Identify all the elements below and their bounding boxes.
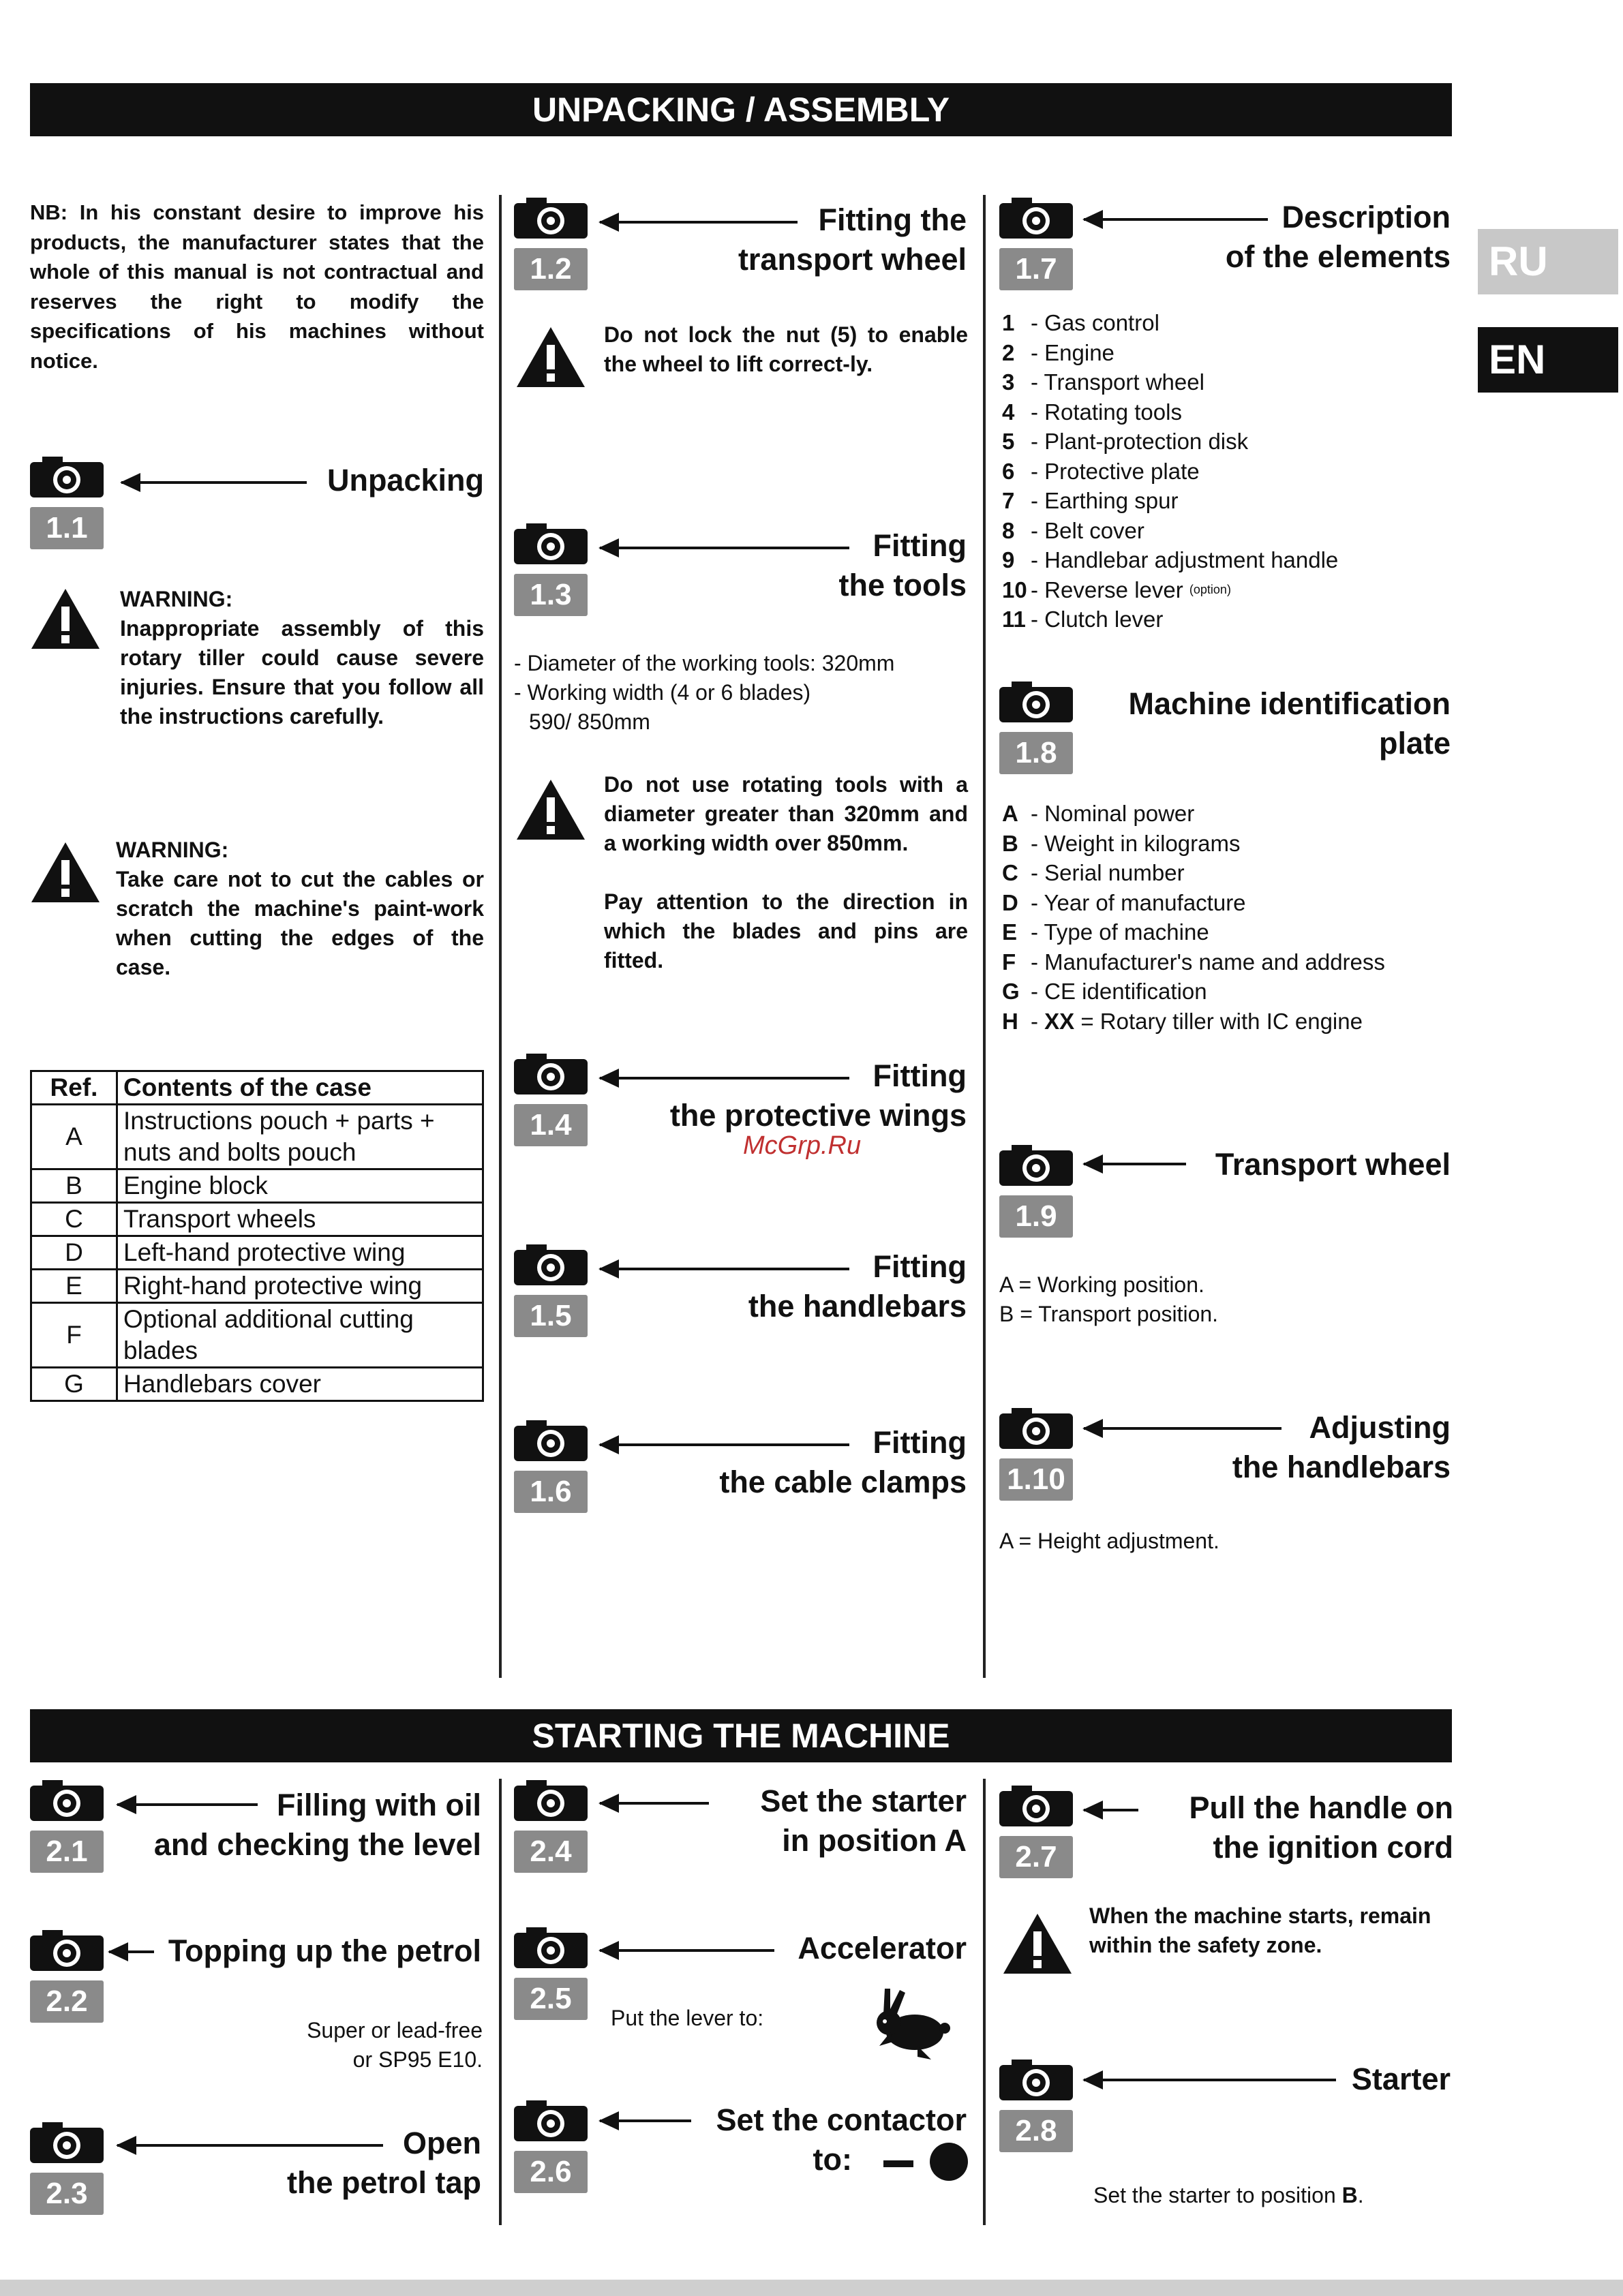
list-item — [1002, 397, 1452, 427]
table-cell-text: Instructions pouch + parts + nuts and bolts pouch — [117, 1105, 483, 1169]
list-text: - Serial number — [1031, 860, 1185, 885]
camera-icon — [30, 1780, 104, 1821]
note-text: Put the lever to: — [611, 2006, 764, 2030]
step-title: the handlebars — [1232, 1450, 1451, 1484]
table-cell-text: Optional additional cutting blades — [117, 1303, 483, 1368]
step-title: the handlebars — [748, 1289, 967, 1323]
column-divider — [983, 195, 986, 1678]
list-item — [1002, 917, 1452, 947]
list-text: - CE identification — [1031, 979, 1207, 1004]
note-text: B = Transport position. — [999, 1302, 1219, 1326]
list-key: H — [1002, 1008, 1018, 1034]
step-title: Set the starter — [760, 1784, 967, 1818]
warning-text: Inappropriate assembly of this rotary tiller could cause severe injuries. Ensure that you follow all the instructions carefully. — [120, 616, 484, 729]
camera-icon — [514, 1420, 588, 1461]
step-number-badge: 2.2 — [30, 1980, 104, 2023]
list-item — [1002, 308, 1452, 338]
page-footer-bar — [0, 2280, 1623, 2296]
list-item — [1002, 799, 1452, 829]
table-cell-text: Transport wheels — [117, 1203, 483, 1236]
list-item — [1002, 367, 1452, 397]
note-text-part: . — [1357, 2183, 1364, 2207]
section-title: UNPACKING / ASSEMBLY — [532, 91, 950, 129]
camera-icon — [514, 1244, 588, 1285]
step-title: in position A — [782, 1823, 967, 1858]
warning-icon — [30, 841, 101, 905]
nb-note: NB: In his constant desire to improve his products, the manufacturer states that the whole of this manual is not contractual and reserves the right to modify the specifications of his machines without notice. — [30, 200, 484, 373]
list-key: D — [1002, 889, 1018, 915]
list-item — [1002, 427, 1452, 457]
step-title: the cable clamps — [719, 1465, 967, 1499]
table-cell-ref: B — [31, 1169, 117, 1203]
list-item — [1002, 486, 1452, 516]
step-title: Transport wheel — [1215, 1147, 1451, 1182]
table-cell-ref: D — [31, 1236, 117, 1270]
list-item — [1002, 604, 1452, 634]
list-key: 3 — [1002, 369, 1015, 395]
step-number-badge: 1.2 — [514, 248, 588, 290]
list-text-bold: XX — [1044, 1008, 1075, 1034]
camera-icon — [999, 682, 1073, 722]
tools-spec-line: - Working width (4 or 6 blades) — [514, 680, 811, 705]
table-row — [31, 1368, 483, 1401]
note-text-part: Set the starter to position — [1093, 2183, 1342, 2207]
language-tab-ru[interactable] — [1478, 229, 1618, 294]
list-item — [1002, 947, 1452, 977]
warning-text: When the machine starts, remain within the safety zone. — [1089, 1903, 1431, 1957]
table-cell-ref: G — [31, 1368, 117, 1401]
table-row — [31, 1105, 483, 1169]
table-cell-ref: A — [31, 1105, 117, 1169]
list-item — [1002, 1007, 1452, 1037]
warning-text: Do not lock the nut (5) to enable the wheel to lift correct-ly. — [604, 322, 968, 376]
warning-text: Take care not to cut the cables or scratch the machine's paint-work when cutting the edges of the case. — [116, 867, 484, 979]
step-number-badge: 2.8 — [999, 2110, 1073, 2152]
camera-icon — [999, 1408, 1073, 1449]
table-row — [31, 1270, 483, 1303]
step-number-badge: 1.7 — [999, 248, 1073, 290]
step-number-badge: 2.7 — [999, 1836, 1073, 1878]
list-key: 10 — [1002, 577, 1027, 602]
step-number-badge: 2.5 — [514, 1978, 588, 2020]
table-row — [31, 1203, 483, 1236]
camera-icon — [30, 2122, 104, 2163]
step-title: transport wheel — [738, 242, 967, 277]
step-number-badge: 1.8 — [999, 732, 1073, 774]
step-number-badge: 2.4 — [514, 1831, 588, 1873]
table-cell-ref: C — [31, 1203, 117, 1236]
list-item — [1002, 575, 1452, 605]
camera-icon — [514, 1927, 588, 1968]
step-number-badge: 2.6 — [514, 2151, 588, 2193]
list-key: G — [1002, 979, 1020, 1004]
table-header-ref: Ref. — [31, 1071, 117, 1105]
list-text: - Manufacturer's name and address — [1031, 949, 1385, 975]
list-key: 5 — [1002, 429, 1015, 454]
camera-icon — [514, 2100, 588, 2141]
camera-icon — [30, 457, 104, 498]
list-item — [1002, 977, 1452, 1007]
list-text: - Engine — [1031, 339, 1114, 365]
identification-plate-list — [1002, 799, 1452, 1036]
list-key: B — [1002, 830, 1018, 856]
table-cell-text: Engine block — [117, 1169, 483, 1203]
table-cell-ref: E — [31, 1270, 117, 1303]
note-text: or SP95 E10. — [352, 2047, 483, 2072]
warning-label: WARNING: — [116, 838, 229, 862]
step-title: Fitting — [873, 1058, 967, 1093]
step-number-badge: 1.9 — [999, 1195, 1073, 1238]
step-title: Set the contactor — [716, 2102, 967, 2137]
step-title: Starter — [1351, 2062, 1451, 2096]
list-text: - Type of machine — [1031, 919, 1209, 945]
table-cell-text: Left-hand protective wing — [117, 1236, 483, 1270]
note-text: A = Height adjustment. — [999, 1529, 1219, 1553]
list-text: = Rotary tiller with IC engine — [1074, 1008, 1363, 1034]
list-text: - Transport wheel — [1031, 369, 1204, 395]
language-tab-en[interactable] — [1478, 327, 1618, 393]
step-number-badge: 1.10 — [999, 1458, 1073, 1501]
step-title: the petrol tap — [286, 2165, 481, 2200]
note-text-bold: B — [1341, 2183, 1358, 2207]
list-key: 11 — [1002, 607, 1026, 632]
list-item — [1002, 888, 1452, 918]
list-item — [1002, 858, 1452, 888]
step-title: Fitting — [873, 1425, 967, 1460]
step-title: plate — [1378, 726, 1451, 761]
step-title: Machine identification — [1128, 686, 1451, 721]
step-title: the protective wings — [669, 1098, 967, 1133]
step-title: Open — [402, 2126, 481, 2160]
table-row — [31, 1169, 483, 1203]
step-number-badge: 1.4 — [514, 1104, 588, 1146]
list-item — [1002, 545, 1452, 575]
section-title: STARTING THE MACHINE — [532, 1717, 950, 1755]
list-text: - Rotating tools — [1031, 399, 1182, 425]
step-title: the ignition cord — [1213, 1830, 1453, 1865]
step-title: Description — [1281, 200, 1451, 234]
list-item — [1002, 457, 1452, 487]
table-cell-text: Handlebars cover — [117, 1368, 483, 1401]
list-text: - Clutch lever — [1031, 607, 1164, 632]
step-title: Unpacking — [327, 463, 484, 498]
list-text: - Weight in kilograms — [1031, 830, 1241, 856]
step-title: Topping up the petrol — [168, 1933, 481, 1968]
list-text: - Nominal power — [1031, 801, 1195, 826]
section-banner-starting — [30, 1709, 1452, 1762]
list-key: 4 — [1002, 399, 1015, 425]
list-text: - Plant-protection disk — [1031, 429, 1249, 454]
list-key: E — [1002, 919, 1018, 945]
step-number-badge: 2.1 — [30, 1831, 104, 1873]
warning-icon — [515, 326, 586, 390]
tools-spec-line: - Diameter of the working tools: 320mm — [514, 651, 895, 675]
list-text: - Gas control — [1031, 310, 1159, 335]
list-key: F — [1002, 949, 1016, 975]
camera-icon — [514, 198, 588, 239]
list-text: - Year of manufacture — [1031, 889, 1246, 915]
list-key: 1 — [1002, 310, 1015, 335]
watermark: McGrp.Ru — [743, 1131, 862, 1160]
list-text: - Protective plate — [1031, 458, 1200, 484]
tools-spec-line: 590/ 850mm — [529, 709, 650, 734]
camera-icon — [999, 1786, 1073, 1826]
step-title: Adjusting — [1309, 1410, 1451, 1445]
list-text: - — [1031, 1008, 1045, 1034]
camera-icon — [999, 198, 1073, 239]
language-label: EN — [1489, 337, 1546, 382]
list-key: 8 — [1002, 517, 1015, 543]
step-title: Fitting — [873, 1249, 967, 1284]
note-text: Super or lead-free — [307, 2018, 483, 2042]
column-divider — [499, 195, 502, 1678]
table-row — [31, 1303, 483, 1368]
camera-icon — [999, 2060, 1073, 2100]
step-number-badge: 1.1 — [30, 507, 104, 549]
camera-icon — [514, 523, 588, 564]
list-text: - Handlebar adjustment handle — [1031, 547, 1339, 572]
section-banner-unpacking — [30, 83, 1452, 136]
list-item — [1002, 829, 1452, 859]
list-text: - Earthing spur — [1031, 488, 1179, 513]
note-text: A = Working position. — [999, 1272, 1204, 1297]
warning-icon — [1002, 1912, 1073, 1976]
camera-icon — [514, 1054, 588, 1095]
list-key: A — [1002, 801, 1018, 826]
note-text — [1093, 2181, 1448, 2210]
column-divider — [983, 1779, 986, 2225]
step-title: Accelerator — [798, 1931, 967, 1965]
step-number-badge: 1.5 — [514, 1295, 588, 1337]
camera-icon — [999, 1145, 1073, 1186]
step-number-badge: 2.3 — [30, 2173, 104, 2215]
table-row — [31, 1236, 483, 1270]
list-key: 6 — [1002, 458, 1015, 484]
step-title: Filling with oil — [277, 1788, 481, 1822]
list-note: (option) — [1189, 582, 1231, 596]
case-contents-table — [30, 1070, 484, 1402]
warning-icon — [30, 587, 101, 652]
list-key: 7 — [1002, 488, 1015, 513]
contactor-off-icon — [882, 2141, 971, 2182]
step-title: the tools — [838, 568, 967, 602]
table-header-contents: Contents of the case — [117, 1071, 483, 1105]
camera-icon — [30, 1930, 104, 1971]
table-cell-ref: F — [31, 1303, 117, 1368]
table-cell-text: Right-hand protective wing — [117, 1270, 483, 1303]
list-key: 9 — [1002, 547, 1015, 572]
list-text: - Reverse lever — [1031, 577, 1183, 602]
step-number-badge: 1.3 — [514, 574, 588, 616]
step-number-badge: 1.6 — [514, 1471, 588, 1513]
list-key: 2 — [1002, 339, 1015, 365]
warning-text: Do not use rotating tools with a diameter greater than 320mm and a working width over 850mm. — [604, 772, 968, 855]
step-title: and checking the level — [153, 1827, 481, 1862]
step-title: Fitting — [873, 528, 967, 563]
language-label: RU — [1489, 239, 1548, 284]
list-item — [1002, 516, 1452, 546]
column-divider — [499, 1779, 502, 2225]
step-title: Pull the handle on — [1189, 1790, 1453, 1825]
step-title: Fitting the — [818, 202, 967, 237]
table-header-row — [31, 1071, 483, 1105]
warning-icon — [515, 778, 586, 842]
warning-label: WARNING: — [120, 587, 233, 611]
list-item — [1002, 338, 1452, 368]
elements-list — [1002, 308, 1452, 634]
list-key: C — [1002, 860, 1018, 885]
camera-icon — [514, 1780, 588, 1821]
list-text: - Belt cover — [1031, 517, 1144, 543]
step-title: to: — [813, 2142, 852, 2177]
warning-text: Pay attention to the direction in which the blades and pins are fitted. — [604, 889, 968, 973]
step-title: of the elements — [1225, 239, 1451, 274]
rabbit-icon — [870, 1987, 952, 2062]
